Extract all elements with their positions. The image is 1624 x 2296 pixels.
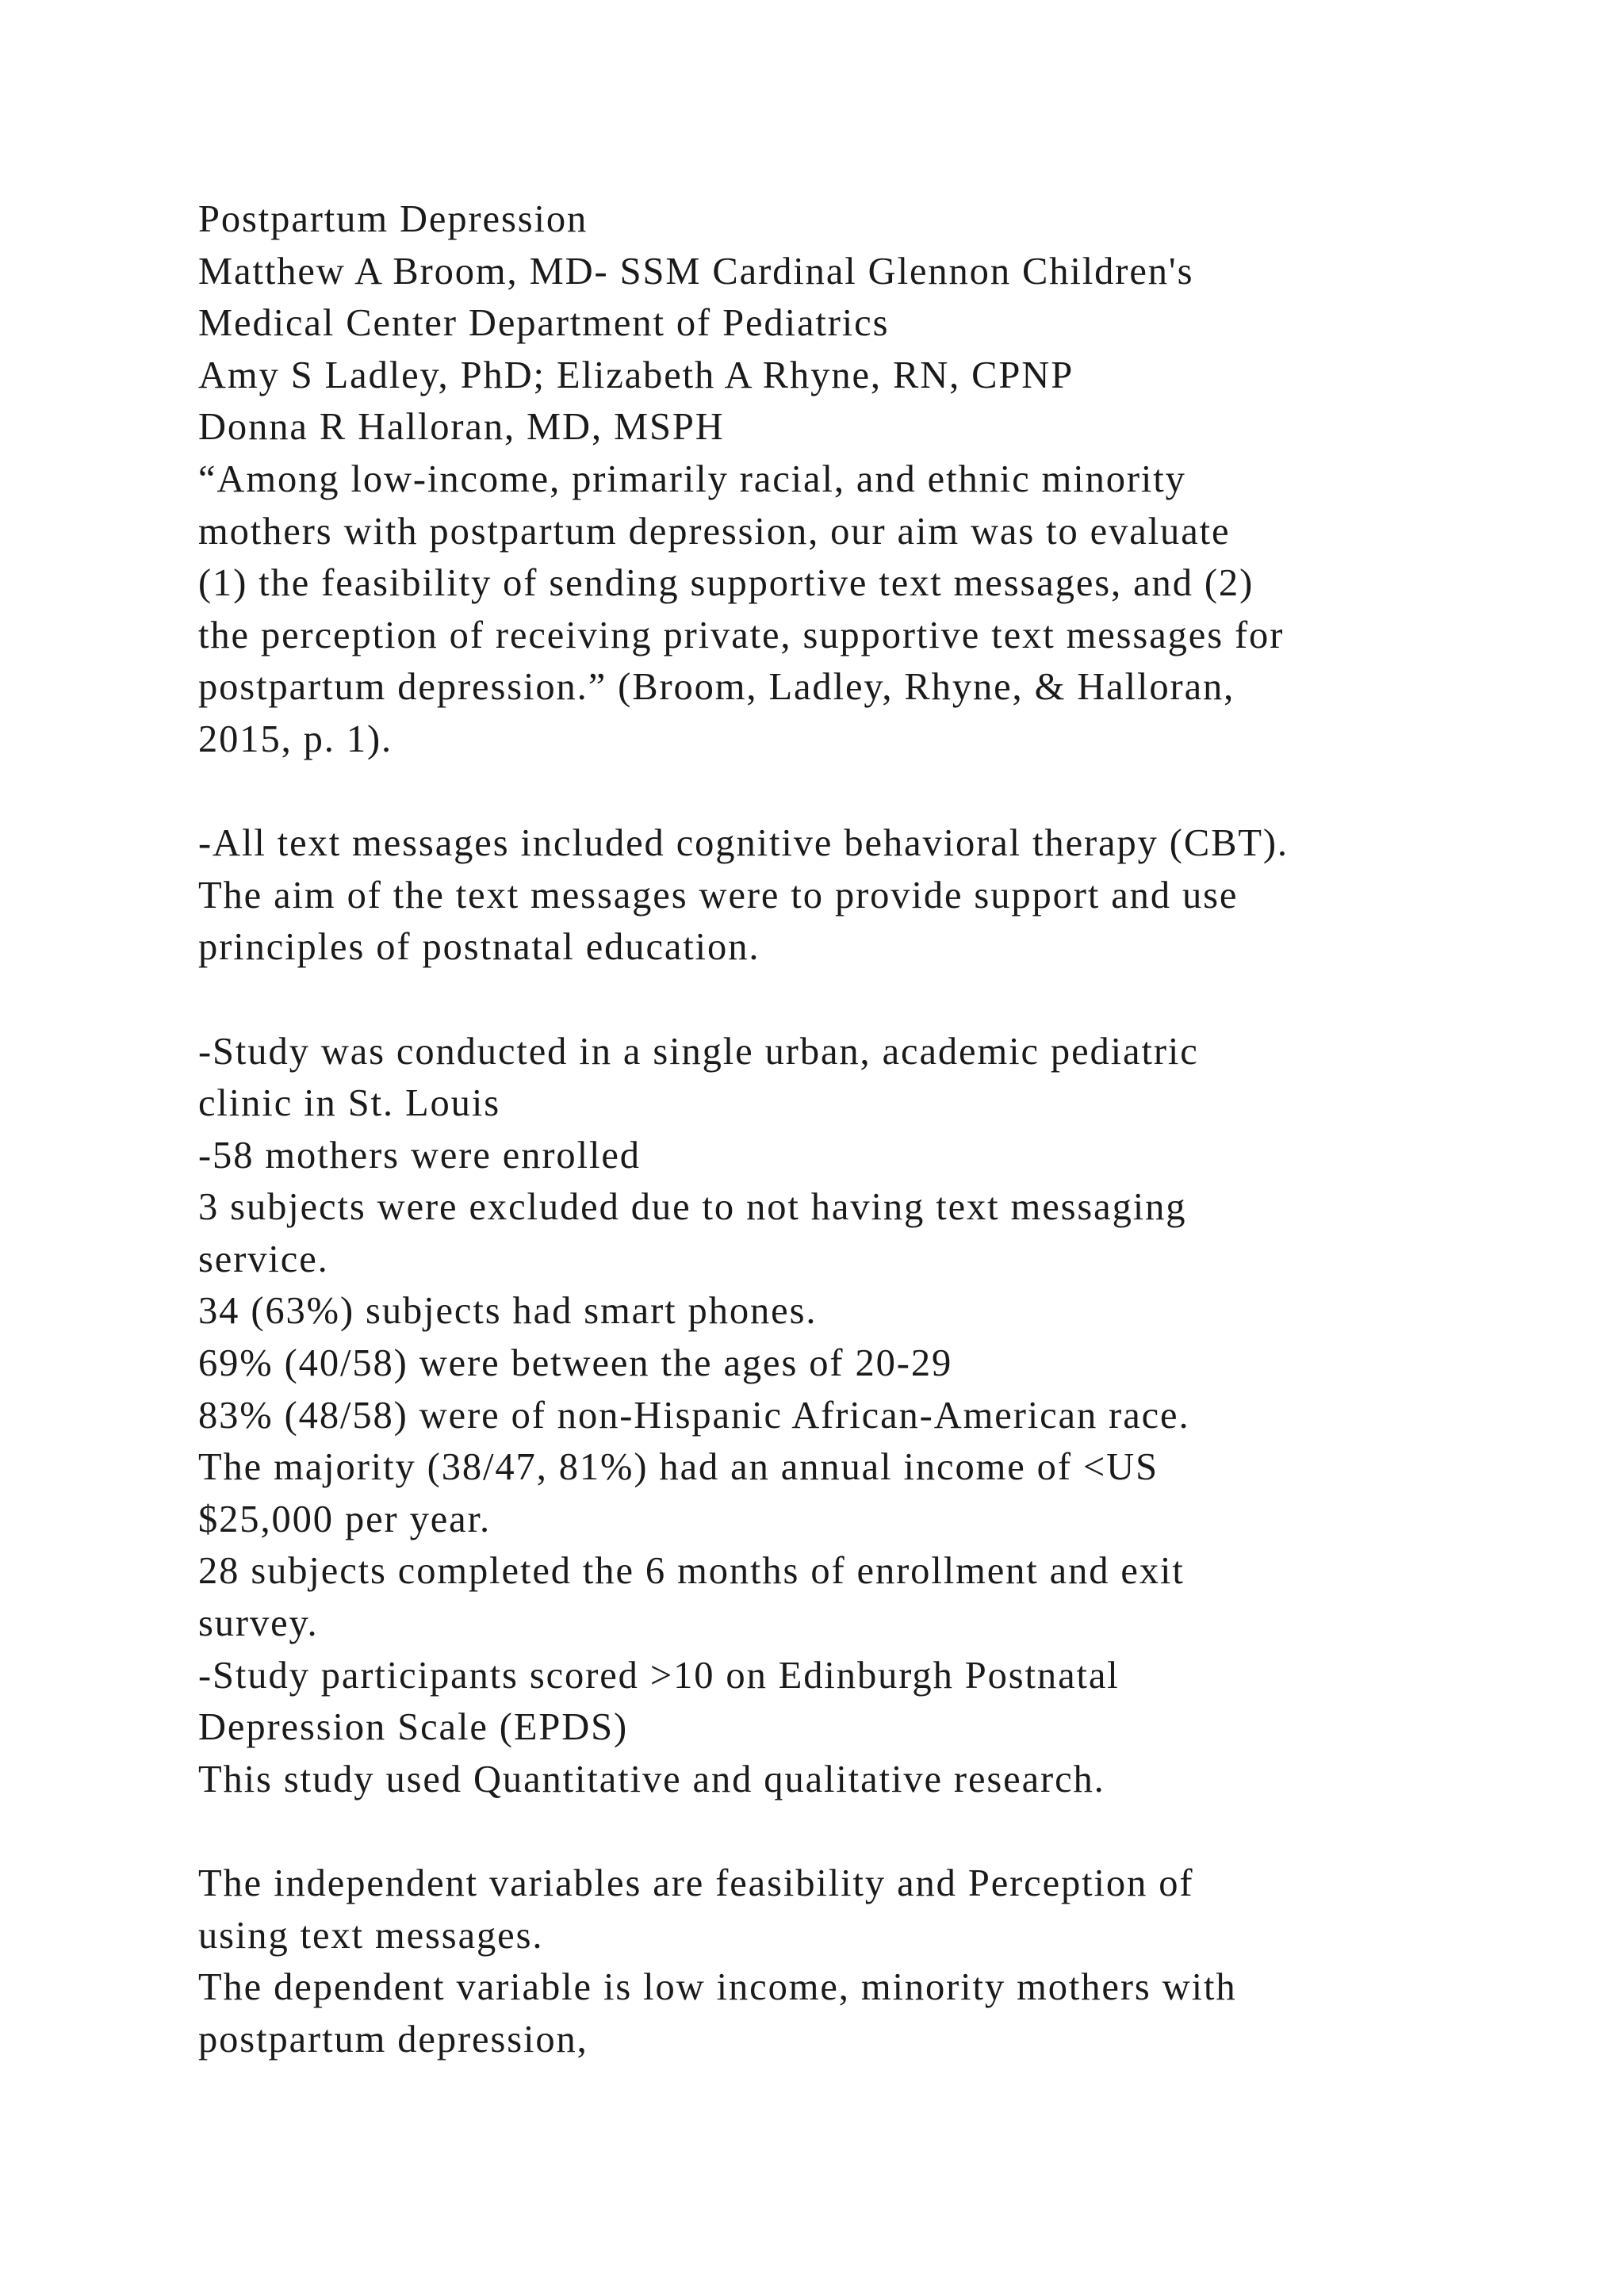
document-title: Postpartum Depression [198, 198, 588, 240]
paragraph-line: The aim of the text messages were to provide support and use [198, 874, 1239, 916]
paragraph-line: -All text messages included cognitive behavioral therapy (CBT). [198, 822, 1289, 865]
paragraph-line: using text messages. [198, 1914, 544, 1957]
paragraph-line: survey. [198, 1602, 319, 1645]
paragraph-line: 69% (40/58) were between the ages of 20-29 [198, 1342, 953, 1385]
paragraph-line: $25,000 per year. [198, 1498, 492, 1540]
paragraph-line: 28 subjects completed the 6 months of enrollment and exit [198, 1550, 1185, 1593]
paragraph-line: -Study participants scored >10 on Edinburgh Postnatal [198, 1654, 1120, 1697]
paragraph-line: The dependent variable is low income, minority mothers with [198, 1966, 1237, 2009]
paragraph-line: principles of postnatal education. [198, 926, 760, 969]
coauthors-line: Amy S Ladley, PhD; Elizabeth A Rhyne, RN, CPNP [198, 354, 1074, 396]
quote-line: postpartum depression.” (Broom, Ladley, Rhyne, & Halloran, [198, 666, 1235, 709]
paragraph-line: 34 (63%) subjects had smart phones. [198, 1290, 818, 1333]
paragraph-line: 3 subjects were excluded due to not having text messaging [198, 1186, 1187, 1229]
document-body [198, 193, 1546, 2065]
paragraph-line: 83% (48/58) were of non-Hispanic African-American race. [198, 1394, 1190, 1437]
paragraph-line: clinic in St. Louis [198, 1082, 500, 1125]
paragraph-line: -Study was conducted in a single urban, academic pediatric [198, 1030, 1199, 1073]
quote-line: mothers with postpartum depression, our aim was to evaluate [198, 510, 1231, 553]
paragraph-line: -58 mothers were enrolled [198, 1134, 641, 1177]
paragraph-line: The independent variables are feasibility and Perception of [198, 1862, 1194, 1904]
author-line: Matthew A Broom, MD- SSM Cardinal Glennon Children's [198, 250, 1194, 293]
blank-line [198, 974, 1546, 1026]
author-affiliation-line: Medical Center Department of Pediatrics [198, 302, 890, 345]
quote-line: 2015, p. 1). [198, 718, 393, 760]
coauthors-line: Donna R Halloran, MD, MSPH [198, 406, 725, 449]
paragraph-line: postpartum depression, [198, 2018, 588, 2061]
paragraph-line: The majority (38/47, 81%) had an annual income of <US [198, 1446, 1159, 1489]
quote-line: (1) the feasibility of sending supportive text messages, and (2) [198, 562, 1254, 605]
quote-line: “Among low-income, primarily racial, and ethnic minority [198, 457, 1186, 500]
paragraph-line: Depression Scale (EPDS) [198, 1706, 629, 1749]
blank-line [198, 766, 1546, 818]
paragraph-line: service. [198, 1238, 329, 1280]
paragraph-line: This study used Quantitative and qualitative research. [198, 1758, 1105, 1800]
blank-line [198, 1805, 1546, 1858]
quote-line: the perception of receiving private, supportive text messages for [198, 614, 1285, 656]
